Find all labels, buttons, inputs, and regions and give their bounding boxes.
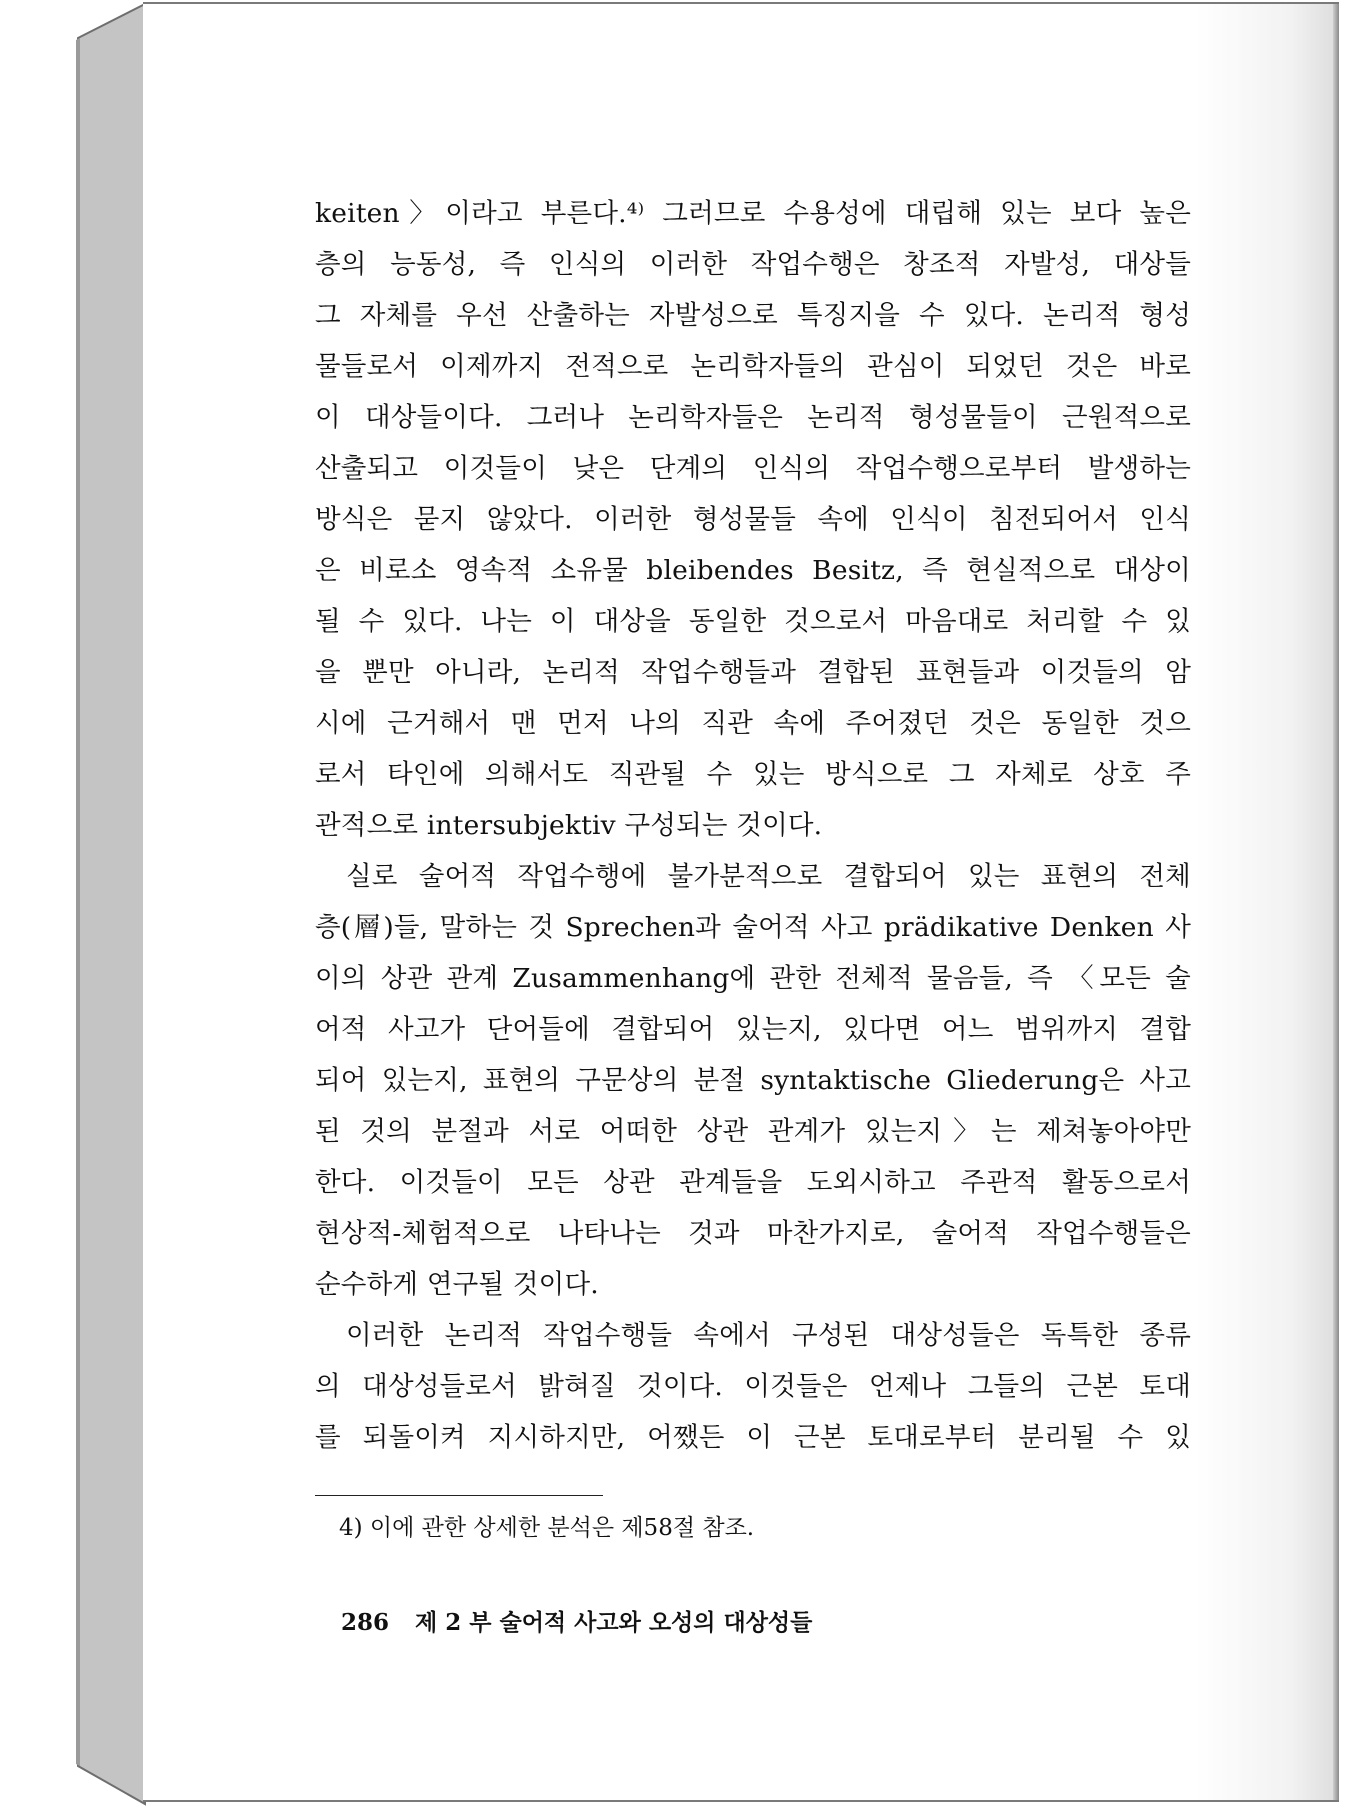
body-line: 된 것의 분절과 서로 어떠한 상관 관계가 있는지〉는 제쳐놓아야만 — [315, 1116, 1191, 1147]
footnote: 4) 이에 관한 상세한 분석은 제58절 참조. — [339, 1515, 755, 1541]
running-footer — [341, 1604, 812, 1637]
body-line: 은 비로소 영속적 소유물 bleibendes Besitz, 즉 현실적으로 대상이 — [315, 555, 1191, 586]
body-line: 이러한 논리적 작업수행들 속에서 구성된 대상성들은 독특한 종류 — [346, 1320, 1191, 1351]
book-spine — [0, 0, 150, 1806]
page-number: 286 — [341, 1609, 390, 1636]
body-line: 될 수 있다. 나는 이 대상을 동일한 것으로서 마음대로 처리할 수 있 — [315, 606, 1191, 637]
body-line: 그 자체를 우선 산출하는 자발성으로 특징지을 수 있다. 논리적 형성 — [315, 300, 1191, 331]
body-line: 관적으로 intersubjektiv 구성되는 것이다. — [315, 810, 823, 841]
running-title: 제 2 부 술어적 사고와 오성의 대상성들 — [415, 1609, 813, 1636]
body-line: 산출되고 이것들이 낮은 단계의 인식의 작업수행으로부터 발생하는 — [315, 453, 1191, 484]
body-line: 한다. 이것들이 모든 상관 관계들을 도외시하고 주관적 활동으로서 — [315, 1167, 1191, 1198]
body-line: 로서 타인에 의해서도 직관될 수 있는 방식으로 그 자체로 상호 주 — [315, 759, 1191, 790]
body-line: 를 되돌이켜 지시하지만, 어쨌든 이 근본 토대로부터 분리될 수 있 — [315, 1422, 1191, 1453]
body-text — [315, 188, 1191, 1463]
body-line: 층(層)들, 말하는 것 Sprechen과 술어적 사고 prädikative Denken 사 — [315, 912, 1191, 943]
body-line: 실로 술어적 작업수행에 불가분적으로 결합되어 있는 표현의 전체 — [346, 861, 1191, 892]
body-line: 이 대상들이다. 그러나 논리학자들은 논리적 형성물들이 근원적으로 — [315, 402, 1191, 433]
footnote-rule — [315, 1495, 603, 1496]
body-line: 방식은 묻지 않았다. 이러한 형성물들 속에 인식이 침전되어서 인식 — [315, 504, 1191, 535]
body-line: 되어 있는지, 표현의 구문상의 분절 syntaktische Gliederung은 사고 — [315, 1065, 1191, 1096]
body-line: 층의 능동성, 즉 인식의 이러한 작업수행은 창조적 자발성, 대상들 — [315, 249, 1191, 280]
page-edge — [1333, 4, 1339, 1800]
body-line: 어적 사고가 단어들에 결합되어 있는지, 있다면 어느 범위까지 결합 — [315, 1014, 1191, 1045]
body-line: 순수하게 연구될 것이다. — [315, 1269, 599, 1300]
body-line: 이의 상관 관계 Zusammenhang에 관한 전체적 물음들, 즉 〈모든 술 — [315, 963, 1191, 994]
body-line: 현상적-체험적으로 나타나는 것과 마찬가지로, 술어적 작업수행들은 — [315, 1218, 1191, 1249]
body-line: 을 뿐만 아니라, 논리적 작업수행들과 결합된 표현들과 이것들의 암 — [315, 657, 1191, 688]
body-line: 시에 근거해서 맨 먼저 나의 직관 속에 주어졌던 것은 동일한 것으 — [315, 708, 1191, 739]
body-line: 물들로서 이제까지 전적으로 논리학자들의 관심이 되었던 것은 바로 — [315, 351, 1191, 382]
body-line: keiten〉이라고 부른다.⁴⁾ 그러므로 수용성에 대립해 있는 보다 높은 — [315, 198, 1191, 229]
body-line: 의 대상성들로서 밝혀질 것이다. 이것들은 언제나 그들의 근본 토대 — [315, 1371, 1191, 1402]
